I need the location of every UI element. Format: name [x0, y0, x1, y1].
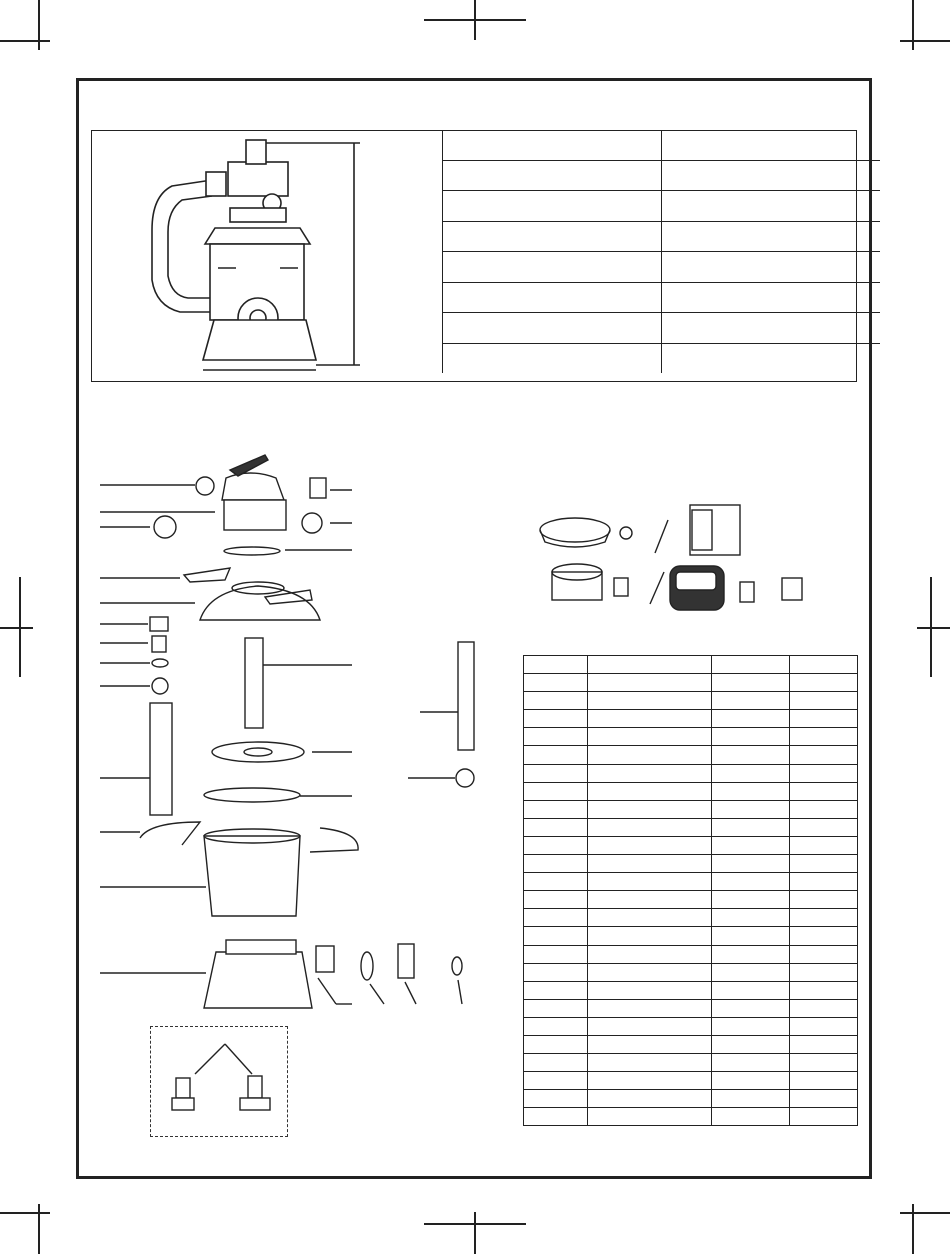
exploded-parts-diagram — [100, 455, 474, 1110]
sand-filter-pump-icon — [152, 140, 360, 370]
accessory-dashed-box — [150, 1026, 288, 1137]
pool-accessories-icon — [540, 505, 802, 610]
